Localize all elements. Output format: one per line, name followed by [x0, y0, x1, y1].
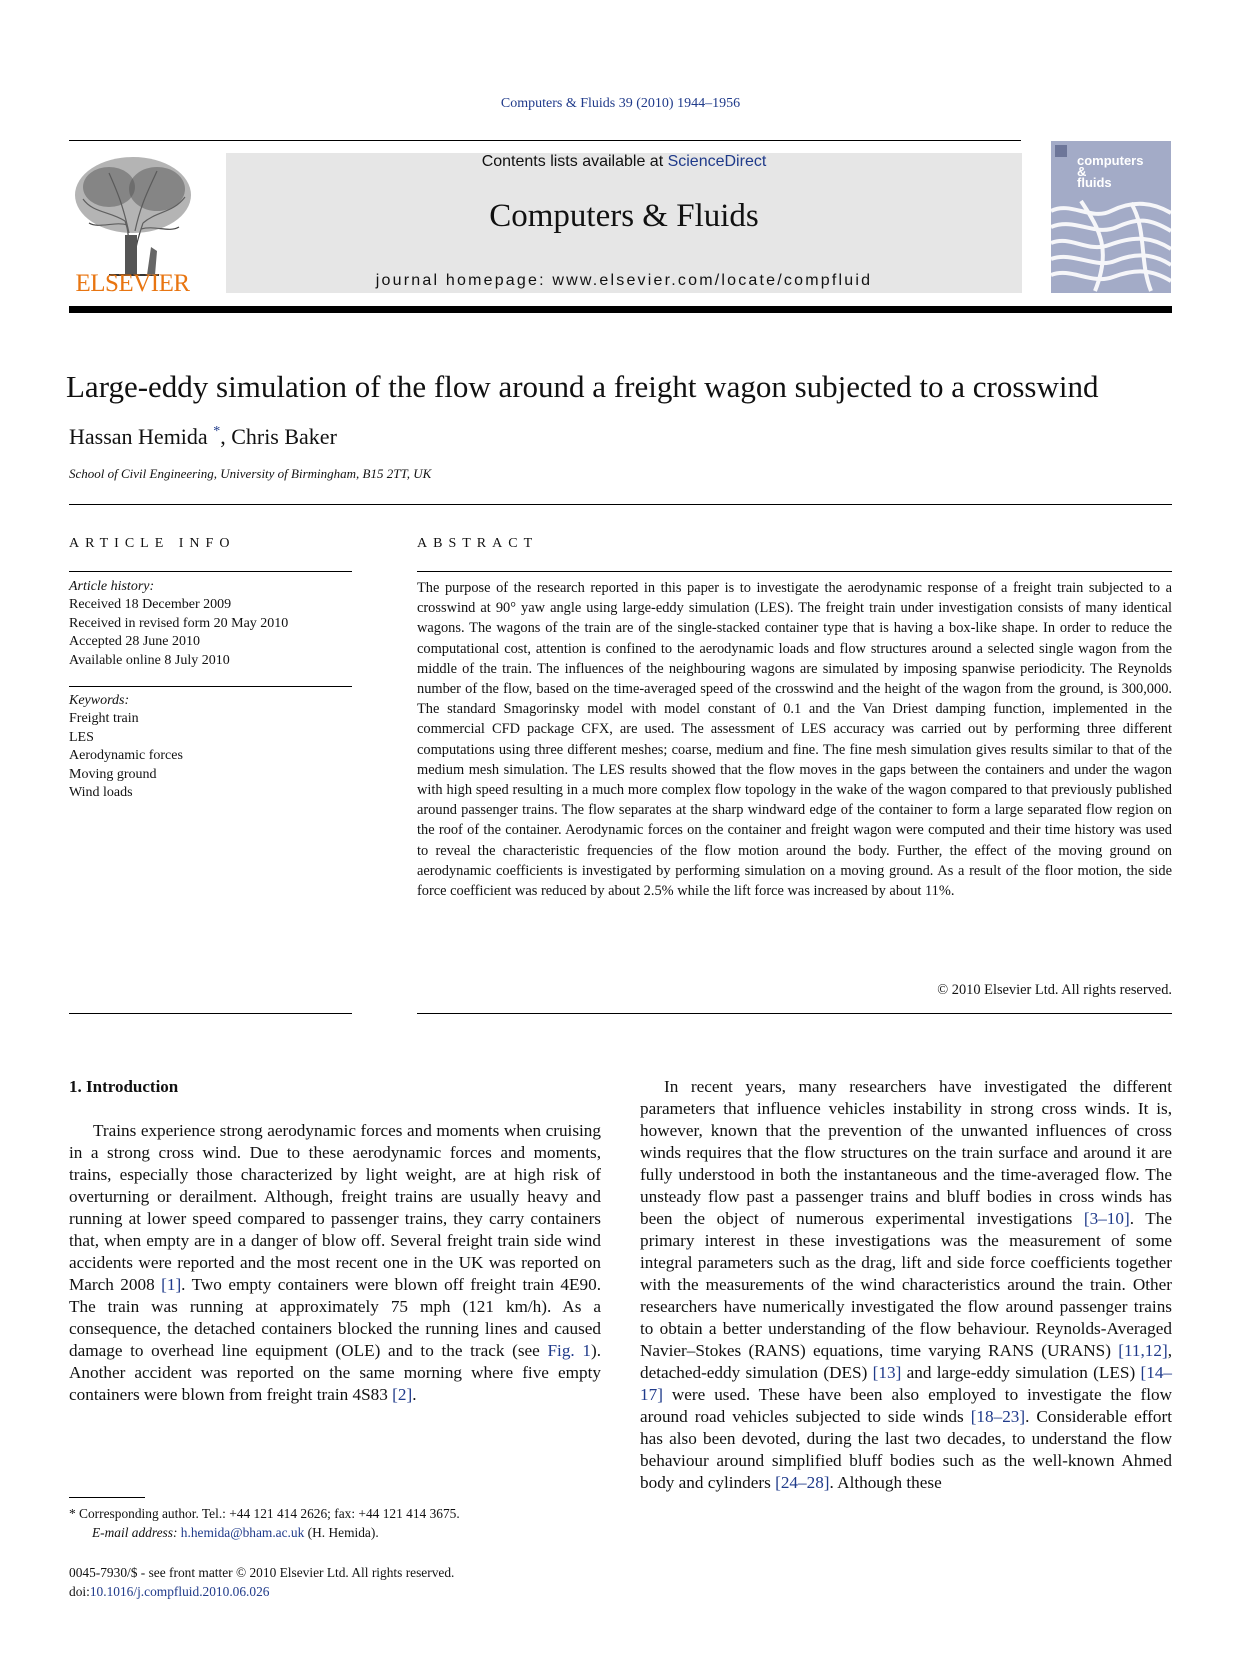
intro-paragraph-1	[69, 1120, 601, 1406]
masthead-bottom-rule	[69, 306, 1172, 313]
doi-link[interactable]: 10.1016/j.compfluid.2010.06.026	[89, 1584, 270, 1599]
article-info-heading: ARTICLE INFO	[69, 536, 236, 551]
abstract-heading: ABSTRACT	[417, 536, 539, 551]
footnote-rule	[69, 1497, 145, 1498]
header-divider	[69, 504, 1172, 505]
keywords	[69, 692, 183, 802]
elsevier-wordmark: ELSEVIER	[75, 270, 190, 297]
paragraph-text: .	[412, 1385, 417, 1404]
citation-link[interactable]: [13]	[872, 1363, 902, 1382]
citation-link[interactable]: [14–17]	[640, 1363, 1173, 1404]
history-item: Received in revised form 20 May 2010	[69, 615, 289, 631]
article-history-label: Article history:	[69, 579, 155, 594]
abstract-text: The purpose of the research reported in this paper is to investigate the aerodynamic response of a freight train subjected to a crosswind at 90° yaw angle using large-eddy simulation (LES). The freight train under investigation consists of many identical wagons. The wagons of the train are of the single-stacked container type that is having a box-like shape. In order to reduce the computational cost, attention is confined to the aerodynamic loads and flow structures around a selected single wagon from the middle of the train. The influences of the neighbouring wagons are simulated by imposing spanwise periodicity. The Reynolds number of the flow, based on the time-averaged speed of the crosswind and the height of the wagon from the ground, is 300,000. The standard Smagorinsky model with model constant of 0.1 and the Van Driest damping function, implemented in the commercial CFD package CFX, are used. The assessment of LES accuracy was carried out by performing three different computations using three different meshes; coarse, medium and fine. The fine mesh simulation gives results similar to that of the medium mesh simulation. The LES results showed that the flow moves in the gaps between the containers and under the wagon with high speed resulting in a much more complex flow topology in the wake of the wagon compared to that previously published around passenger trains. The flow separates at the sharp windward edge of the container to form a large separated flow region on the roof of the container. Aerodynamic forces on the container and freight wagon were computed and their time history was used to reveal the characteristic frequencies of the flow motion around the body. Further, the effect of the moving ground on aerodynamic coefficients is investigated by performing simulation on a moving ground. As a result of the floor motion, the side force coefficient was reduced by about 2.5% while the lift force was increased by about 11%.	[417, 580, 1172, 900]
keyword-item: Aerodynamic forces	[69, 748, 183, 764]
footnote-text: Corresponding author. Tel.: +44 121 414 2626; fax: +44 121 414 3675.	[75, 1506, 460, 1521]
figure-link[interactable]: Fig. 1	[547, 1341, 591, 1360]
keywords-label: Keywords:	[69, 693, 130, 708]
keyword-item: Moving ground	[69, 766, 157, 782]
abstract-bottom-rule	[417, 1013, 1172, 1014]
cover-title-line: &	[1077, 164, 1087, 179]
keyword-item: Wind loads	[69, 785, 133, 801]
article-history	[69, 578, 288, 670]
keywords-rule	[69, 686, 352, 687]
paragraph-text: . Two empty containers were blown off freight train 4E90. The train was running at approximately 75 mph (121 km/h). As a consequence, the detached containers blocked the running lines and caused damage to overhead line equipment (OLE) and to the track (see	[69, 1275, 602, 1360]
contents-prefix: Contents lists available at	[481, 153, 668, 170]
article-info-rule	[69, 571, 352, 572]
cover-title	[1077, 155, 1143, 188]
citation-link[interactable]: [3–10]	[1083, 1209, 1130, 1228]
paragraph-text: . Although these	[829, 1473, 942, 1492]
cover-title-line: fluids	[1077, 175, 1112, 190]
author-list	[69, 424, 337, 450]
author-name: Hassan Hemida	[69, 424, 208, 449]
paragraph-text: were used. These have been also employed to investigate the flow around road vehicles subjected to side winds	[640, 1385, 1172, 1426]
article-title: Large-eddy simulation of the flow around a freight wagon subjected to a crosswind	[66, 369, 1099, 404]
paragraph-text: ). Another accident was reported on the same morning where five empty containers were blown from freight train 4S83	[69, 1341, 601, 1404]
paragraph-text: In recent years, many researchers have investigated the different parameters that influence vehicles instability in strong cross winds. It is, however, known that the prevention of the unwanted influences of cross winds requires that the flow structures on the train surface and around it are fully understood in both the instantaneous and the time-averaged flow. The unsteady flow past a passenger trains and bluff bodies in cross winds has been the object of numerous experimental investigations	[640, 1077, 1172, 1228]
email-label: E-mail address:	[92, 1525, 178, 1540]
masthead-top-rule	[69, 140, 1021, 141]
history-item: Received 18 December 2009	[69, 597, 232, 613]
citation-link[interactable]: [11,12]	[1118, 1341, 1168, 1360]
affiliation: School of Civil Engineering, University of Birmingham, B15 2TT, UK	[69, 466, 432, 481]
journal-homepage[interactable]: journal homepage: www.elsevier.com/locate/compfluid	[375, 272, 873, 289]
paragraph-text: . Considerable effort has also been devoted, during the last two decades, to understand the flow behaviour around simplified bluff bodies such as the well-known Ahmed body and cylinders	[640, 1407, 1172, 1492]
contents-line	[226, 153, 1022, 171]
email-link[interactable]: h.hemida@bham.ac.uk	[180, 1525, 305, 1540]
journal-name: Computers & Fluids	[489, 198, 759, 234]
keyword-item: LES	[69, 729, 94, 745]
corresponding-author-footnote	[69, 1506, 460, 1522]
section-heading-introduction: 1. Introduction	[69, 1077, 179, 1096]
corresponding-author-mark[interactable]: *	[213, 424, 221, 439]
author-name: , Chris Baker	[220, 424, 337, 449]
email-suffix: (H. Hemida).	[304, 1525, 379, 1540]
citation-link[interactable]: [1]	[161, 1275, 182, 1294]
journal-reference[interactable]: Computers & Fluids 39 (2010) 1944–1956	[500, 96, 741, 111]
keyword-item: Freight train	[69, 711, 139, 727]
intro-paragraph-2	[640, 1076, 1172, 1494]
history-item: Available online 8 July 2010	[69, 652, 230, 668]
footnote-mark: *	[69, 1506, 76, 1521]
doi-label: doi:	[69, 1584, 90, 1599]
article-info-bottom-rule	[69, 1013, 352, 1014]
citation-link[interactable]: [2]	[392, 1385, 413, 1404]
paragraph-text: , detached-eddy simulation (DES)	[640, 1341, 1172, 1382]
paragraph-text: Trains experience strong aerodynamic forces and moments when cruising in a strong cross wind. Due to these aerodynamic forces and moments, trains, especially those characterized by light weight, are at high risk of overturning or derailment. Although, freight trains are usually heavy and running at lower speed compared to passenger trains, they carry containers that, when empty are in a danger of blow off. Several freight train side wind accidents were reported and the most recent one in the UK was reported on March 2008	[69, 1121, 601, 1294]
sciencedirect-link[interactable]: ScienceDirect	[667, 153, 767, 170]
paragraph-text: . The primary interest in these investigations was the measurement of some integral parameters such as the drag, lift and side force coefficients together with the measurements of the wind characteristics around the train. Other researchers have numerically investigated the flow around passenger trains to obtain a better understanding of the flow behaviour. Reynolds-Averaged Navier–Stokes (RANS) equations, time varying RANS (URANS)	[640, 1209, 1173, 1360]
cover-title-line: computers	[1077, 153, 1144, 168]
doi-line	[69, 1584, 270, 1600]
citation-link[interactable]: [18–23]	[970, 1407, 1026, 1426]
abstract-copyright: © 2010 Elsevier Ltd. All rights reserved.	[937, 982, 1172, 998]
email-footnote	[92, 1525, 379, 1541]
paragraph-text: and large-eddy simulation (LES)	[901, 1363, 1141, 1382]
journal-cover-thumbnail	[1051, 141, 1171, 293]
citation-link[interactable]: [24–28]	[775, 1473, 830, 1492]
history-item: Accepted 28 June 2010	[69, 634, 201, 650]
abstract-rule	[417, 571, 1172, 572]
front-matter-line: 0045-7930/$ - see front matter © 2010 Elsevier Ltd. All rights reserved.	[69, 1565, 455, 1580]
